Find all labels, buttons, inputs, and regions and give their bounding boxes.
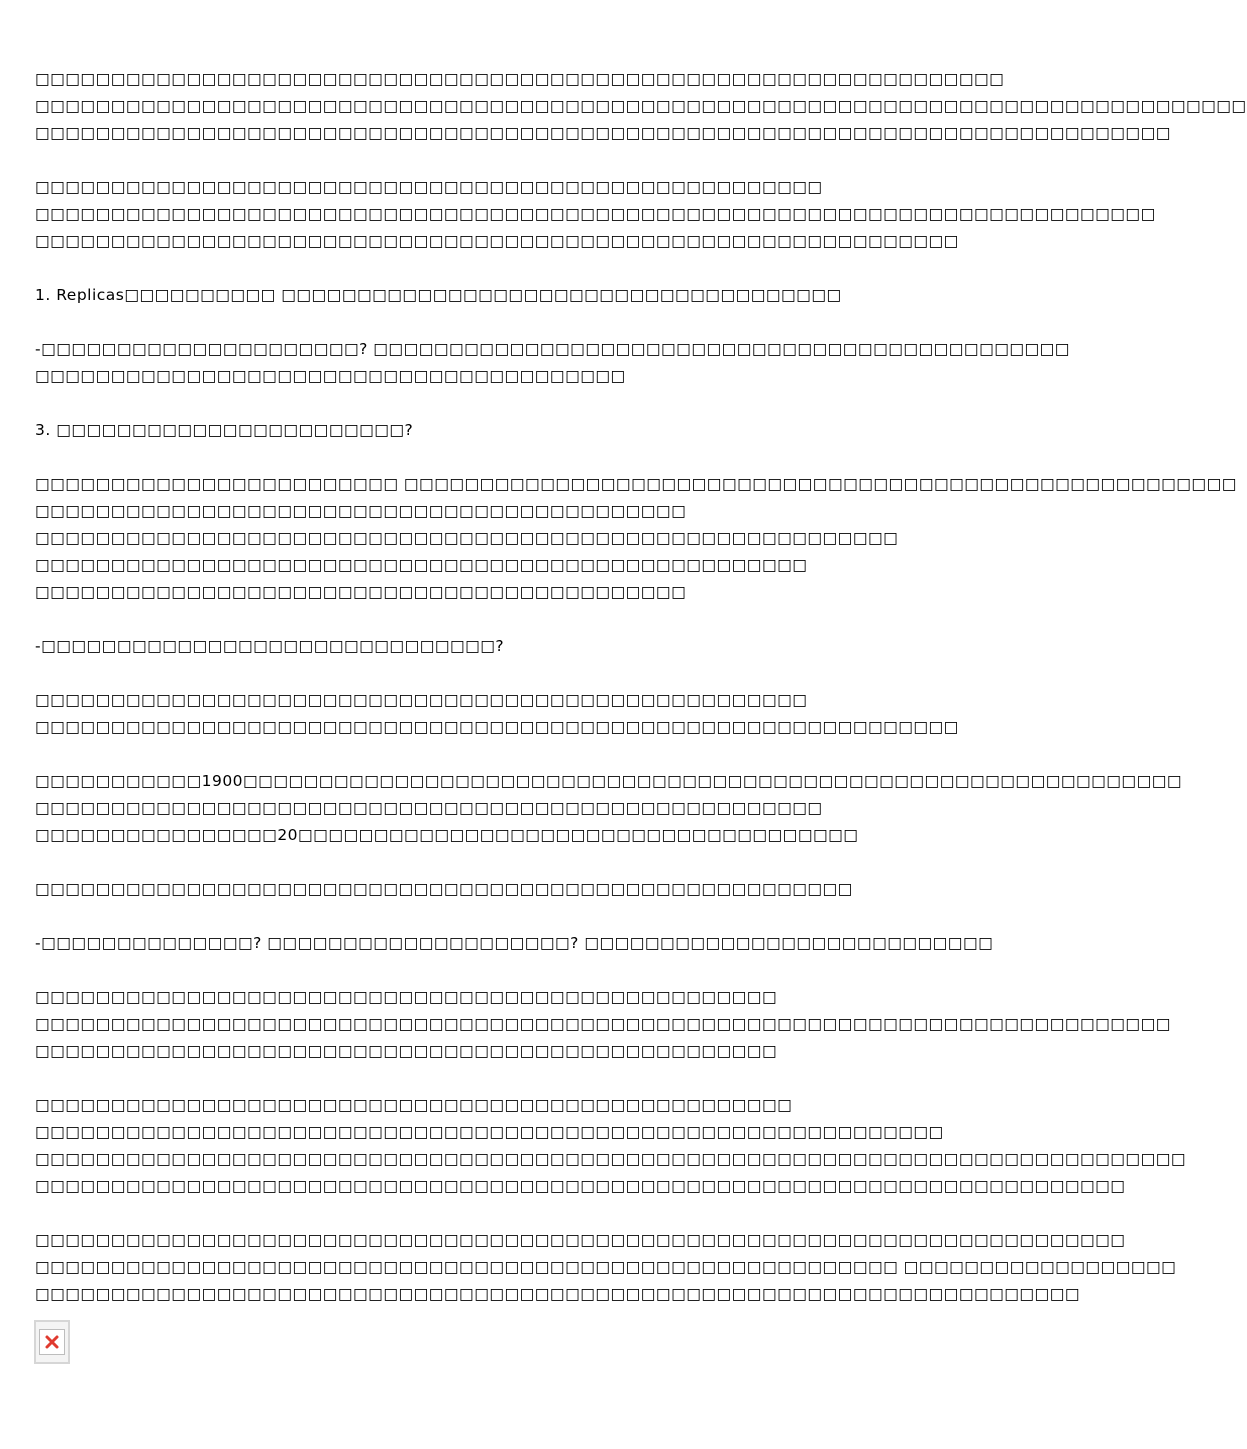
paragraph-gap	[35, 309, 995, 336]
paragraph-gap	[35, 147, 995, 174]
paragraph	[35, 633, 995, 660]
paragraph	[35, 471, 1237, 606]
paragraph-gap	[35, 957, 995, 984]
text-line: □□□□□□□□□□□□□□□□□□□□□□□□□□□□□□□□□□□□□□□□□□□□□□□□□□□□□□□□□□□□□□□□□□□□□□□□□□□	[35, 124, 1171, 142]
paragraph	[35, 282, 995, 309]
paragraph	[35, 876, 995, 903]
text-line: □□□□□□□□□□□1900□□□□□□□□□□□□□□□□□□□□□□□□□□□□□□□□□□□□□□□□□□□□□□□□□□□□□□□□□□□□□□	[35, 772, 1183, 790]
text-line: □□□□□□□□□□□□□□□□□□□□□□□□□□□□□□□□□□□□□□□□□□□□□□□□□□□□□□□□□□□□	[35, 1123, 944, 1141]
paragraph	[35, 1092, 1187, 1200]
paragraph-gap	[35, 903, 995, 930]
text-line: □□□□□□□□□□□□□□□□□□□□□□□□□□□□□□□□□□□□□□□□□□□□□□□□□□□□□□	[35, 880, 853, 898]
text-line: □□□□□□□□□□□□□□□□□□□□□□□□□□□□□□□□□□□□□□□□□□□	[35, 583, 687, 601]
broken-image-icon	[34, 1320, 70, 1364]
text-line: □□□□□□□□□□□□□□□□□□□□□□□□□□□□□□□□□□□□□□□□□□□□□□□□□□□□□□□□□□□□□□□□□□□□□□□□□□	[35, 205, 1156, 223]
text-line: □□□□□□□□□□□□□□□□□□□□□□□□□□□□□□□□□□□□□□□□□□□□□□□□□□□	[35, 556, 808, 574]
text-line: □□□□□□□□□□□□□□□□□□□□□□□□□□□□□□□□□□□□□□□□□□□□□□□□□□□□□□□□□	[35, 529, 899, 547]
text-line: □□□□□□□□□□□□□□□□□□□□□□□□□□□□□□□□□□□□□□□□□□□□□□□□□□□□□□□□□□□□□	[35, 718, 959, 736]
paragraph	[35, 930, 995, 957]
text-line: □□□□□□□□□□□□□□□□□□□□□□□□□□□□□□□□□□□□□□□□□□□□□□□□□□□	[35, 691, 808, 709]
paragraph-gap	[35, 444, 995, 471]
text-line: □□□□□□□□□□□□□□□□□□□□□□□□□□□□□□□□□□□□□□□	[35, 367, 626, 385]
broken-image-frame	[39, 1329, 65, 1355]
text-line: □□□□□□□□□□□□□□□□□□□□□□□□□□□□□□□□□□□□□□□□□□□□□□□□□□□□□□□□□□□□□□□□□□□□□□□□□□□	[35, 1015, 1171, 1033]
text-line: □□□□□□□□□□□□□□□□□□□□□□□□□□□□□□□□□□□□□□□□□□□□□□□□□□□□□□□□□□□□□□□□	[35, 70, 1005, 88]
paragraph	[35, 687, 995, 741]
paragraph-gap	[35, 849, 995, 876]
text-line: □□□□□□□□□□□□□□□□□□□□□□□□□□□□□□□□□□□□□□□□□□□□□□□□□□□□□□□□□□□□□	[35, 232, 959, 250]
close-x-icon	[44, 1334, 60, 1350]
paragraph	[35, 174, 1156, 255]
paragraph	[35, 1227, 1177, 1308]
paragraph-gap	[35, 660, 995, 687]
paragraph	[35, 768, 1183, 849]
paragraph	[35, 984, 1171, 1065]
paragraph-gap	[35, 1200, 995, 1227]
text-line: □□□□□□□□□□□□□□□□□□□□□□□□□□□□□□□□□□□□□□□□□□□□□□□□□□□□□□□□□ □□□□□□□□□□□□□□□□□□	[35, 1258, 1177, 1276]
text-line: □□□□□□□□□□□□□□□□□□□□□□□□□□□□□□□□□□□□□□□□□□□□□□□□□□□□□□□□□□□□□□□□□□□□□□□□□□□□□□□□	[35, 97, 1247, 115]
paragraph	[35, 417, 995, 444]
paragraph-gap	[35, 255, 995, 282]
text-line: □□□□□□□□□□□□□□□□□□□□□□□□□□□□□□□□□□□□□□□□□□□□□□□□□□□□	[35, 178, 823, 196]
paragraph-gap	[35, 390, 995, 417]
text-line: □□□□□□□□□□□□□□□□□□□□□□□□ □□□□□□□□□□□□□□□□□□□□□□□□□□□□□□□□□□□□□□□□□□□□□□□□□□□□□□□	[35, 475, 1237, 493]
text-line: □□□□□□□□□□□□□□□□□□□□□□□□□□□□□□□□□□□□□□□□□□□□□□□□□□□□□□□□□□□□□□□□□□□□□□□□	[35, 1177, 1126, 1195]
paragraph-gap	[35, 1065, 995, 1092]
text-line: □□□□□□□□□□□□□□□□20□□□□□□□□□□□□□□□□□□□□□□□□□□□□□□□□□□□□□	[35, 826, 859, 844]
text-line: □□□□□□□□□□□□□□□□□□□□□□□□□□□□□□□□□□□□□□□□□□□□□□□□□□□□□□□□□□□□□□□□□□□□□□□□□□□□	[35, 1150, 1187, 1168]
paragraph	[35, 336, 1070, 390]
text-line: -□□□□□□□□□□□□□□□□□□□□□□□□□□□□□□?	[35, 637, 505, 655]
text-line: □□□□□□□□□□□□□□□□□□□□□□□□□□□□□□□□□□□□□□□□□□□□□□□□□	[35, 988, 778, 1006]
text-line: 1. Replicas□□□□□□□□□□ □□□□□□□□□□□□□□□□□□□□□□□□□□□□□□□□□□□□□	[35, 286, 842, 304]
text-line: -□□□□□□□□□□□□□□□□□□□□□? □□□□□□□□□□□□□□□□□□□□□□□□□□□□□□□□□□□□□□□□□□□□□□	[35, 340, 1070, 358]
text-line: 3. □□□□□□□□□□□□□□□□□□□□□□□?	[35, 421, 414, 439]
text-line: □□□□□□□□□□□□□□□□□□□□□□□□□□□□□□□□□□□□□□□□□□□□□□□□□□	[35, 1096, 793, 1114]
text-line: □□□□□□□□□□□□□□□□□□□□□□□□□□□□□□□□□□□□□□□□□□□□□□□□□□□□	[35, 799, 823, 817]
text-line: □□□□□□□□□□□□□□□□□□□□□□□□□□□□□□□□□□□□□□□□□□□□□□□□□□□□□□□□□□□□□□□□□□□□□□□□	[35, 1231, 1126, 1249]
text-line: □□□□□□□□□□□□□□□□□□□□□□□□□□□□□□□□□□□□□□□□□□□	[35, 502, 687, 520]
paragraph-gap	[35, 741, 995, 768]
document-body	[35, 66, 1247, 1308]
text-line: -□□□□□□□□□□□□□□? □□□□□□□□□□□□□□□□□□□□? □□□□□□□□□□□□□□□□□□□□□□□□□□□	[35, 934, 994, 952]
paragraph	[35, 66, 1247, 147]
text-line: □□□□□□□□□□□□□□□□□□□□□□□□□□□□□□□□□□□□□□□□□□□□□□□□□□□□□□□□□□□□□□□□□□□□□	[35, 1285, 1080, 1303]
text-line: □□□□□□□□□□□□□□□□□□□□□□□□□□□□□□□□□□□□□□□□□□□□□□□□□	[35, 1042, 778, 1060]
paragraph-gap	[35, 606, 995, 633]
